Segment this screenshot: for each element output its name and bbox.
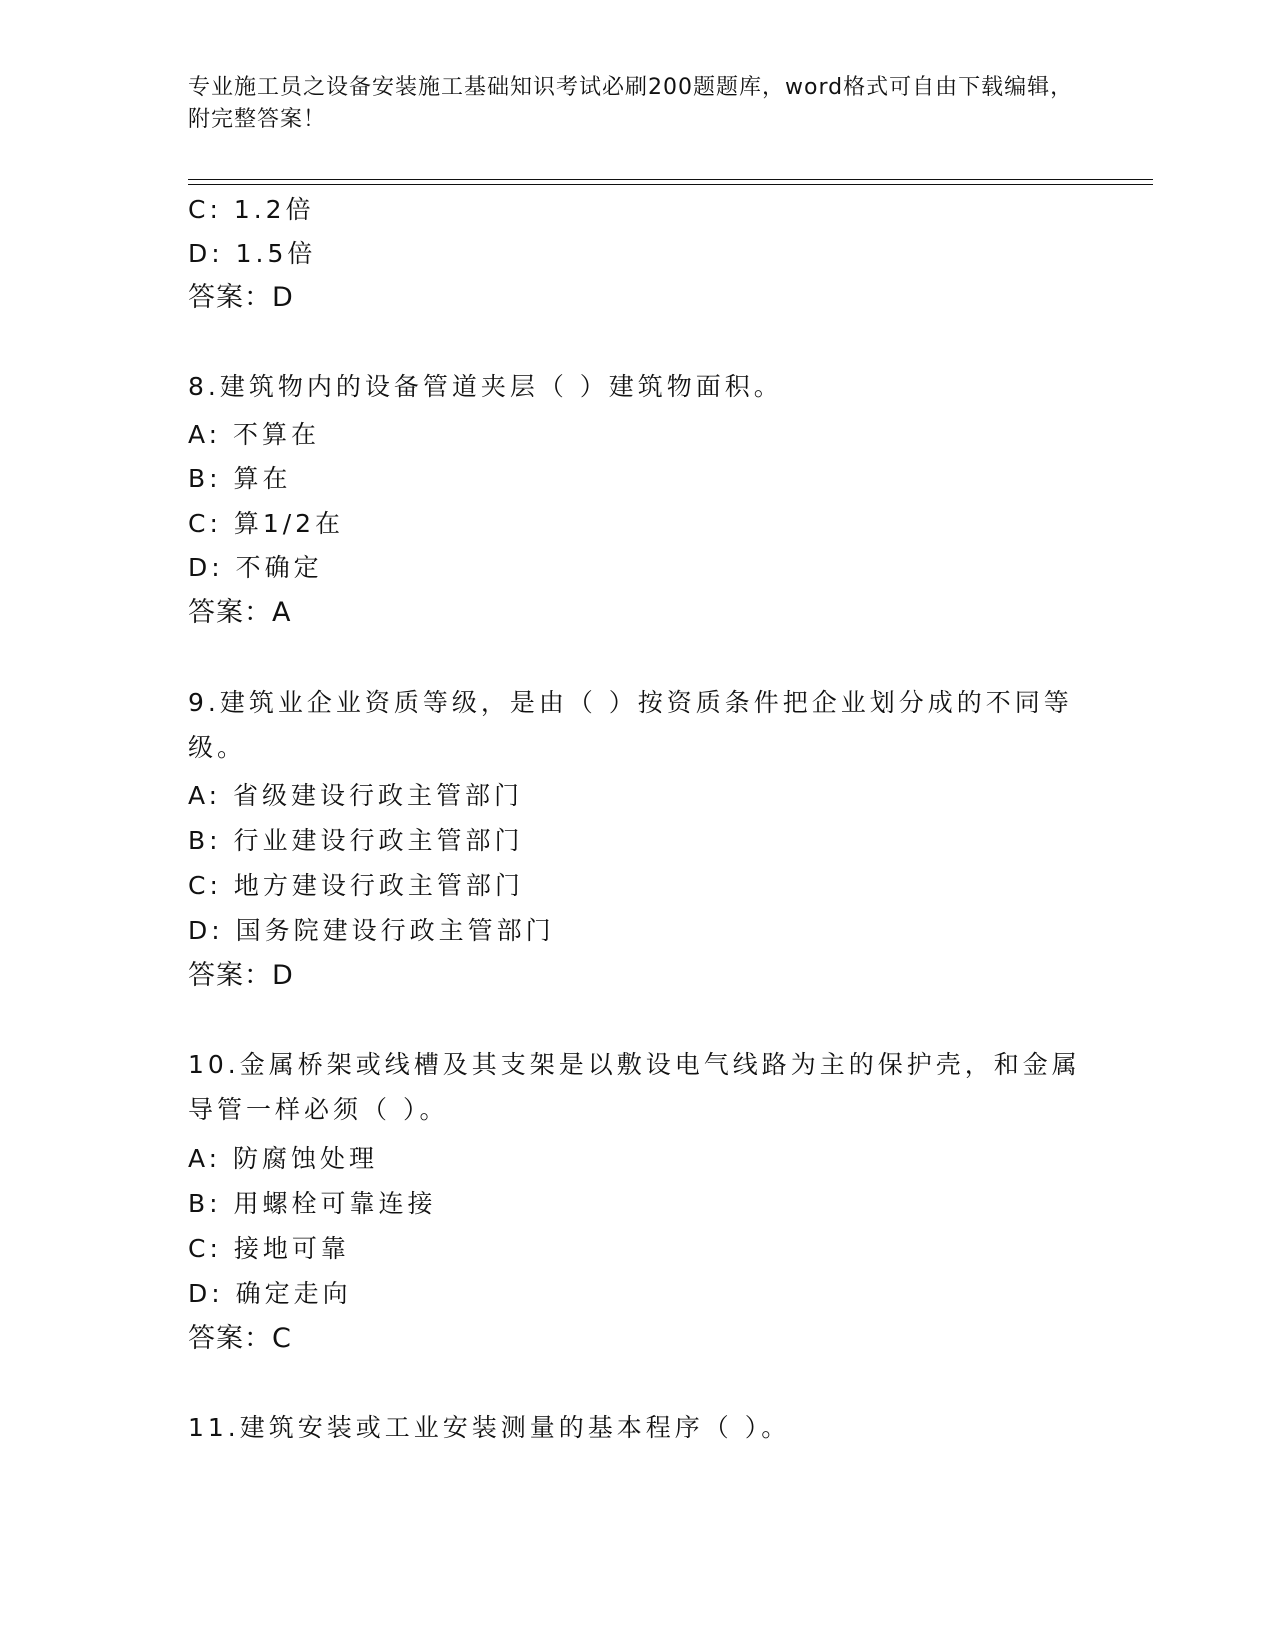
q8-answer: 答案：A: [188, 597, 292, 628]
q8-option-a: A: 不算在: [188, 420, 321, 449]
q9-answer: 答案：D: [188, 960, 294, 991]
q10-option-d: D: 确定走向: [188, 1279, 352, 1308]
header-divider-bottom: [188, 184, 1153, 185]
header-divider-top: [188, 179, 1153, 180]
q9-stem: 9.建筑业企业资质等级，是由（ ）按资质条件把企业划分成的不同等级。: [188, 688, 1073, 762]
q8-stem: 8.建筑物内的设备管道夹层（ ）建筑物面积。: [188, 372, 783, 401]
q9-option-d: D: 国务院建设行政主管部门: [188, 916, 555, 945]
q8-option-b: B: 算在: [188, 464, 292, 493]
q9-option-a: A: 省级建设行政主管部门: [188, 781, 524, 810]
q11-stem: 11.建筑安装或工业安装测量的基本程序（ ）。: [188, 1413, 791, 1442]
q9-option-c: C: 地方建设行政主管部门: [188, 871, 524, 900]
q9-option-b: B: 行业建设行政主管部门: [188, 826, 524, 855]
q7-answer: 答案：D: [188, 282, 294, 313]
q10-answer: 答案：C: [188, 1323, 292, 1354]
q7-option-d: D: 1.5倍: [188, 239, 317, 268]
q8-option-d: D: 不确定: [188, 553, 323, 582]
q10-option-b: B: 用螺栓可靠连接: [188, 1189, 437, 1218]
q10-option-c: C: 接地可靠: [188, 1234, 350, 1263]
q10-option-a: A: 防腐蚀处理: [188, 1144, 379, 1173]
q8-option-c: C: 算1/2在: [188, 509, 345, 538]
q7-option-c: C: 1.2倍: [188, 195, 315, 224]
q10-stem: 10.金属桥架或线槽及其支架是以敷设电气线路为主的保护壳，和金属导管一样必须（ ）。: [188, 1050, 1081, 1124]
document-header: 专业施工员之设备安装施工基础知识考试必刷200题题库，word格式可自由下载编辑，附完整答案！: [188, 75, 1074, 132]
